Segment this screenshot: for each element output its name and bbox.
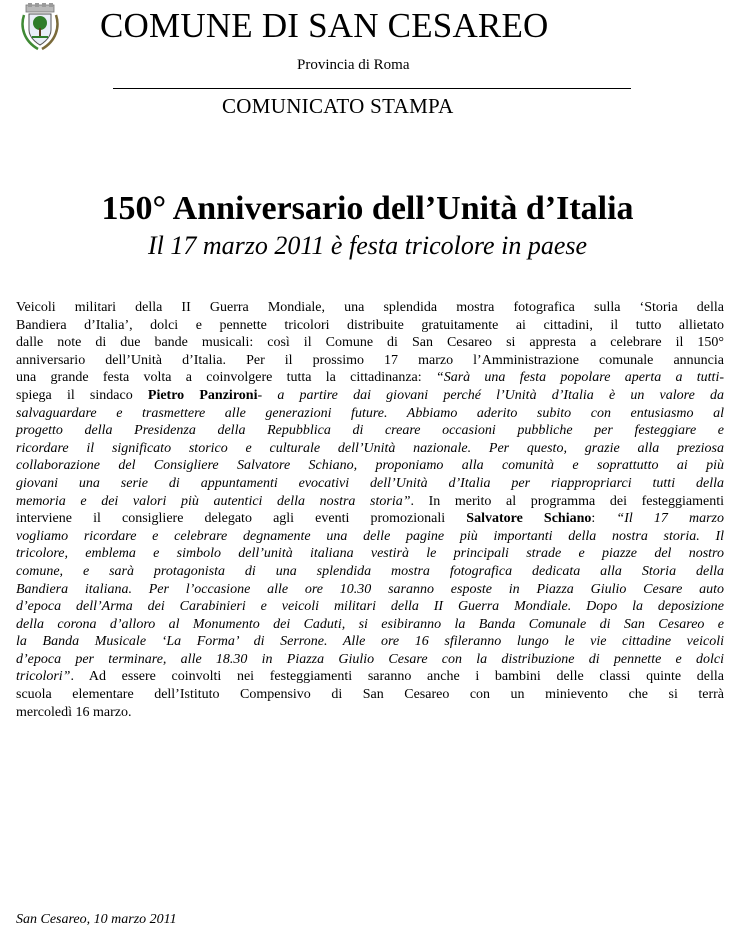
release-type: COMUNICATO STAMPA (222, 94, 454, 118)
body-line (16, 563, 724, 581)
body-line (16, 651, 724, 669)
body-text: . In merito al programma dei festeggiamenti (410, 493, 724, 509)
quoted-text: giovani una serie di appuntamenti evocativi dell’Unità d’Italia per riappropriarci tutti della (16, 475, 724, 491)
body-line (16, 475, 724, 493)
quoted-text: d’epoca dell’Arma dei Carabinieri e veicoli militari della II Guerra Mondiale. Dopo la deposizione (16, 599, 724, 615)
body-text: . Ad essere coinvolti nei festeggiamenti saranno anche i bambini delle classi quinte della (70, 669, 724, 685)
body-line (16, 457, 724, 475)
body-text: anniversario dell’Unità d’Italia. Per il prossimo 17 marzo l’Amministrazione comunale annuncia (16, 352, 724, 368)
article-headline: 150° Anniversario dell’Unità d’Italia (101, 190, 634, 227)
body-text: mercoledì 16 marzo. (16, 704, 132, 720)
province-name: Provincia di Roma (297, 57, 410, 73)
body-text: dalle note di due bande musicali: così il Comune di San Cesareo si appresta a celebrare il 150° (16, 335, 724, 351)
quoted-text: vogliamo ricordare e celebrare degnamente una delle pagine più importanti della nostra storia. Il (16, 528, 724, 544)
body-line (16, 510, 724, 528)
body-text: scuola elementare dell’Istituto Compensivo di San Cesareo con un minievento che si terrà (16, 687, 724, 703)
municipality-name: COMUNE DI SAN CESAREO (100, 6, 549, 45)
article-body (16, 299, 724, 721)
quoted-text: “Sarà una festa popolare aperta a tutti- (435, 370, 724, 386)
body-text: - (257, 387, 278, 403)
body-text: Veicoli militari della II Guerra Mondiale, una splendida mostra fotografica sulla ‘Storia della (16, 300, 724, 315)
bold-name: Pietro Panzironi (147, 387, 258, 403)
quoted-text: comune, e sarà protagonista di una splendida mostra fotografica dedicata alla Storia della (16, 563, 724, 579)
quoted-text: salvaguardare e trasmettere alle generazioni future. Abbiamo aderito subito con entusiasmo al (16, 405, 724, 421)
quoted-text: collaborazione del Consigliere Salvatore Schiano, proponiamo alla comunità e soprattutto ai più (16, 458, 724, 474)
header-divider (113, 88, 631, 89)
quoted-text: ricordare il significato storico e culturale dell’Unità nazionale. Per questo, grazie alla preziosa (16, 440, 724, 456)
quoted-text: tricolori” (16, 669, 71, 685)
body-line (16, 352, 724, 370)
body-line (16, 545, 724, 563)
body-line (16, 616, 724, 634)
signature-date: San Cesareo, 10 marzo 2011 (16, 912, 177, 927)
body-line (16, 581, 724, 599)
body-text: una grande festa volta a coinvolgere tutta la cittadinanza: (16, 370, 436, 386)
quoted-text: della corona d’alloro al Monumento dei Caduti, si esibiranno la Banda Comunale di San Cesareo e (16, 616, 724, 632)
body-text: Bandiera d’Italia’, dolci e pennette tricolori distribuite gratuitamente ai cittadini, il tutto allietato (16, 317, 724, 333)
body-line (16, 704, 724, 722)
body-line (16, 668, 724, 686)
quoted-text: Bandiera italiana. Per l’occasione alle ore 10.30 saranno esposte in Piazza Giulio Cesare auto (16, 581, 724, 597)
quoted-text: a partire dai giovani perché l’Unità d’Italia è un valore da (277, 387, 725, 403)
body-line (16, 369, 724, 387)
body-line (16, 387, 724, 405)
body-line (16, 598, 724, 616)
body-line (16, 528, 724, 546)
body-text: spiega il sindaco (16, 387, 148, 403)
quoted-text: “Il 17 marzo (616, 511, 724, 527)
body-line (16, 493, 724, 511)
quoted-text: progetto della Presidenza della Repubblica di creare occasioni pubbliche per festeggiare e (16, 423, 724, 439)
quoted-text: tricolore, emblema e simbolo dell’unità italiana vestirà le principali strade e piazze del nostro (16, 546, 724, 562)
body-line (16, 317, 724, 335)
body-line (16, 334, 724, 352)
body-line (16, 633, 724, 651)
body-text: interviene il consigliere delegato agli eventi promozionali (16, 511, 467, 527)
coat-of-arms-icon (20, 3, 60, 51)
article-subheadline: Il 17 marzo 2011 è festa tricolore in paese (147, 231, 588, 260)
quoted-text: memoria e dei valori più autentici della nostra storia” (16, 493, 411, 509)
body-line (16, 440, 724, 458)
body-line (16, 299, 724, 317)
body-line (16, 686, 724, 704)
body-line (16, 422, 724, 440)
body-text: : (591, 511, 617, 527)
quoted-text: la Banda Musicale ‘La Forma’ di Serrone. Alle ore 16 sfileranno lungo le vie cittadine veicoli (16, 634, 724, 650)
quoted-text: d’epoca per terminare, alle 18.30 in Piazza Giulio Cesare con la distribuzione di pennette e dolci (16, 651, 724, 667)
bold-name: Salvatore Schiano (466, 511, 592, 527)
body-line (16, 405, 724, 423)
